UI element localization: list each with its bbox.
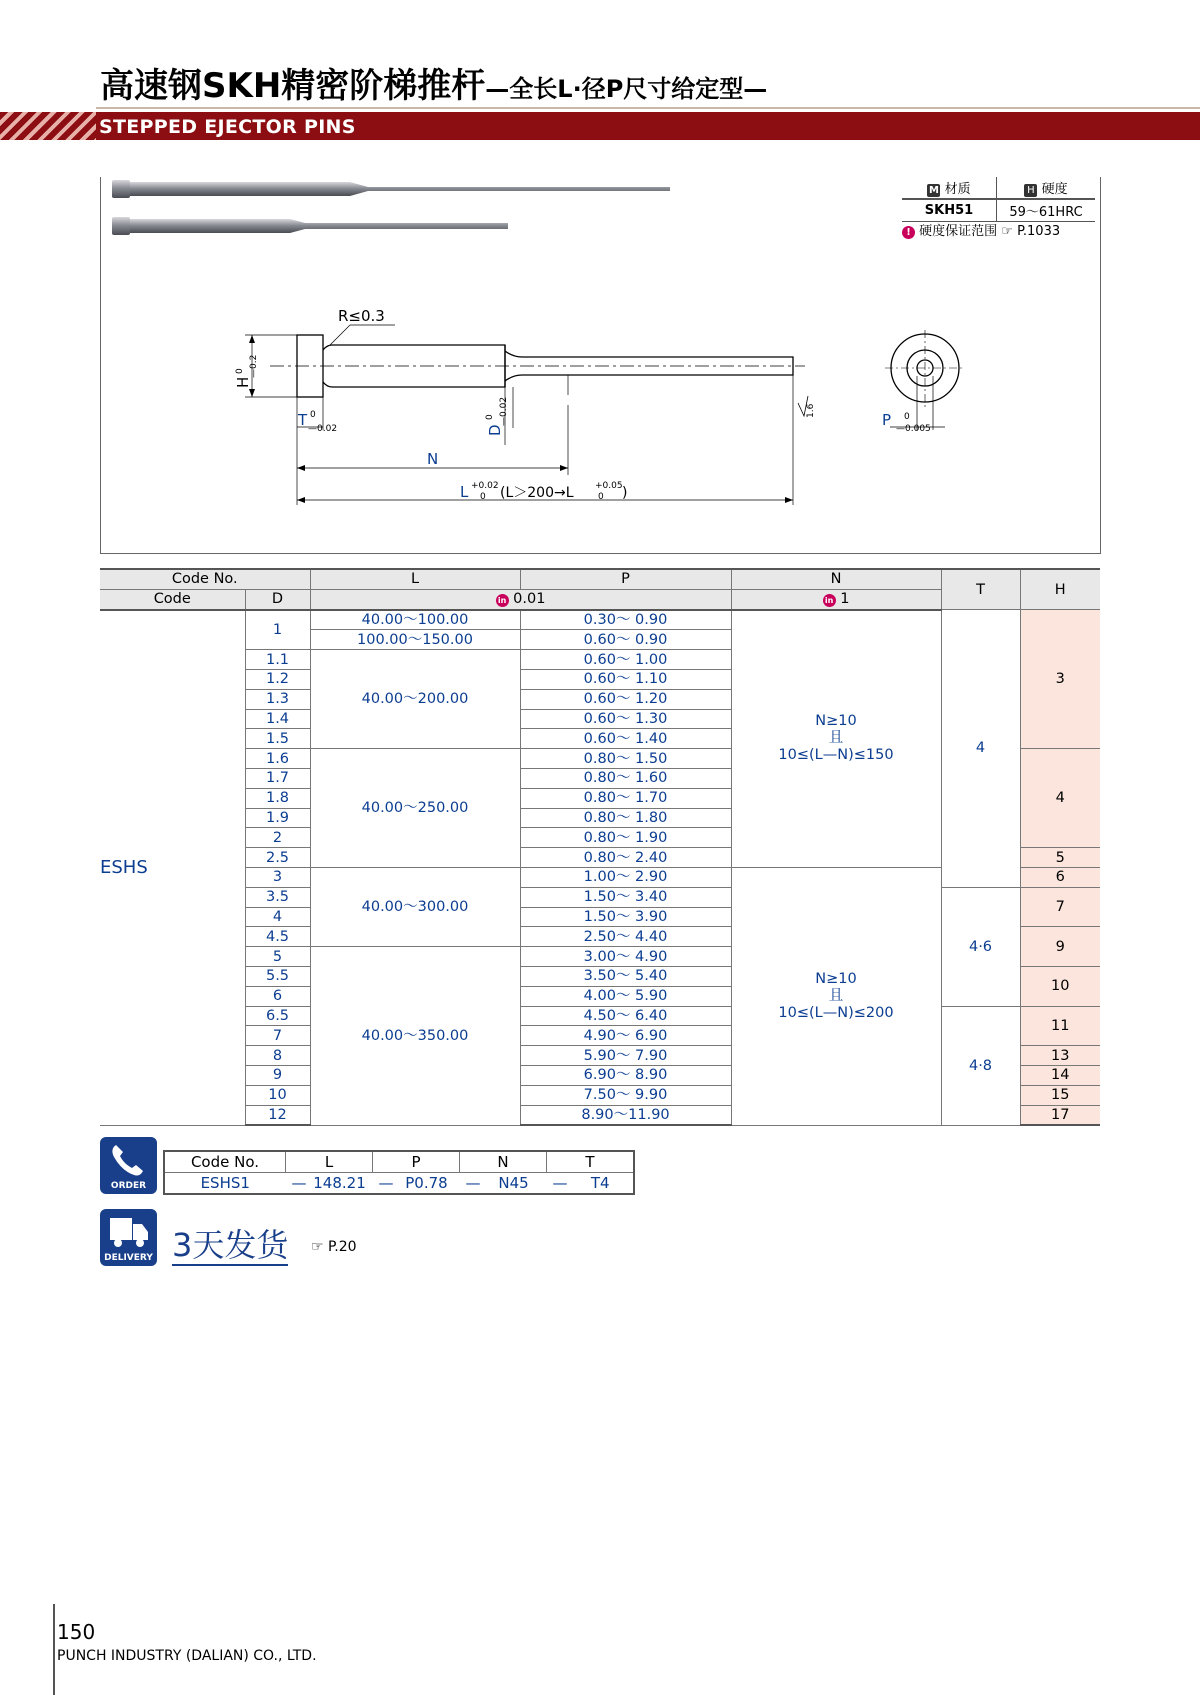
l-cell: 40.00～350.00 [310, 947, 520, 1126]
table-row [100, 887, 1100, 907]
p-cell: 1.50～ 3.90 [520, 907, 731, 927]
l-cell: 40.00～100.00 [310, 610, 520, 630]
dim-p: P [882, 411, 892, 429]
order-header-l: L [286, 1151, 373, 1173]
dim-d-tol-bottom: —0.02 [499, 396, 509, 426]
p-cell: 5.90～ 7.90 [520, 1046, 731, 1066]
dim-h-tol-bottom: —0.2 [249, 354, 259, 378]
header-h: H [1020, 569, 1100, 610]
h-cell: 4 [1020, 749, 1100, 848]
phone-icon [100, 1137, 157, 1181]
d-cell: 1.6 [245, 749, 310, 769]
p-cell: 1.00～ 2.90 [520, 867, 731, 887]
dim-l-tol2-bottom: 0 [598, 492, 604, 502]
delivery-icon [100, 1209, 157, 1266]
technical-drawing [230, 310, 990, 520]
l-cell: 40.00～200.00 [310, 650, 520, 749]
d-cell: 2.5 [245, 848, 310, 868]
d-cell: 1.5 [245, 729, 310, 749]
p-cell: 0.80～ 1.50 [520, 749, 731, 769]
p-cell: 4.00～ 5.90 [520, 986, 731, 1006]
truck-icon [100, 1209, 157, 1253]
t-cell: 4 [941, 610, 1020, 888]
hardness-label: 硬度 [1041, 182, 1068, 197]
h-cell: 9 [1020, 927, 1100, 967]
header-n: N [731, 569, 941, 589]
order-caption: ORDER [110, 1181, 147, 1191]
hand-pointer-icon: ☞ [311, 1239, 324, 1255]
hardness-icon: H [1024, 184, 1037, 197]
d-cell: 10 [245, 1085, 310, 1105]
dim-p-tol-bottom: —0.005 [896, 424, 931, 434]
header-code: Code [100, 589, 245, 609]
p-cell: 3.00～ 4.90 [520, 947, 731, 967]
hardness-note [902, 220, 1060, 239]
p-cell: 0.60～ 1.00 [520, 650, 731, 670]
d-cell: 1.3 [245, 689, 310, 709]
h-cell: 6 [1020, 867, 1100, 887]
header-p: P [520, 569, 731, 589]
code-cell: ESHS [100, 610, 245, 1126]
p-cell: 0.80～ 1.90 [520, 828, 731, 848]
p-cell: 0.60～ 1.20 [520, 689, 731, 709]
d-cell: 5 [245, 947, 310, 967]
header-t: T [941, 569, 1020, 610]
h-cell: 5 [1020, 848, 1100, 868]
dim-h-tol-top: 0 [235, 368, 245, 374]
d-cell: 7 [245, 1026, 310, 1046]
dim-l-tol2-top: +0.05 [595, 481, 623, 491]
header-d: D [245, 589, 310, 609]
order-value-t: — T4 [547, 1173, 635, 1195]
d-cell: 1.2 [245, 669, 310, 689]
order-header-p: P [373, 1151, 460, 1173]
d-cell: 1 [245, 610, 310, 650]
d-cell: 4.5 [245, 927, 310, 947]
page-title [100, 58, 767, 107]
d-cell: 8 [245, 1046, 310, 1066]
l-cell: 100.00～150.00 [310, 630, 520, 650]
header-band [0, 112, 1200, 140]
material-label: 材质 [944, 182, 971, 197]
p-cell: 0.80～ 1.60 [520, 768, 731, 788]
d-cell: 4 [245, 907, 310, 927]
p-cell: 0.60～ 1.30 [520, 709, 731, 729]
d-cell: 9 [245, 1065, 310, 1085]
dim-n: N [427, 450, 439, 468]
dim-t-tol-bottom: —0.02 [308, 424, 338, 434]
dim-l-tol-bottom: 0 [480, 492, 486, 502]
header-code-no: Code No. [100, 569, 310, 589]
end-view-drawing [880, 330, 1000, 440]
footer-line [53, 1604, 55, 1695]
header-line [96, 107, 1200, 109]
order-header-n: N [460, 1151, 547, 1173]
p-cell: 6.90～ 8.90 [520, 1065, 731, 1085]
d-cell: 2 [245, 828, 310, 848]
h-cell: 10 [1020, 966, 1100, 1006]
p-cell: 2.50～ 4.40 [520, 927, 731, 947]
d-cell: 5.5 [245, 966, 310, 986]
d-cell: 1.7 [245, 768, 310, 788]
order-value-n: — N45 [460, 1173, 547, 1195]
dim-p-tol-top: 0 [904, 412, 910, 422]
hardness-value: 59～61HRC [997, 199, 1096, 222]
p-cell: 1.50～ 3.40 [520, 887, 731, 907]
unit-icon: in [496, 594, 509, 607]
page-number: 150 [57, 1620, 96, 1644]
delivery-text: 3天发货 [172, 1226, 289, 1264]
p-cell: 0.30～ 0.90 [520, 610, 731, 630]
l-cell: 40.00～300.00 [310, 867, 520, 946]
material-icon: M [928, 185, 939, 196]
dim-d-tol-top: 0 [485, 414, 495, 420]
roughness-value: 1.6 [806, 403, 816, 418]
dim-t-tol-top: 0 [310, 410, 316, 420]
band-stripes [0, 112, 96, 140]
dim-l: L [460, 483, 469, 501]
p-cell: 4.50～ 6.40 [520, 1006, 731, 1026]
note-text: 硬度保证范围 [919, 224, 998, 239]
d-cell: 3.5 [245, 887, 310, 907]
d-cell: 1.4 [245, 709, 310, 729]
dim-l-cond: (L＞200→L [500, 485, 574, 501]
t-cell: 4·6 [941, 887, 1020, 1006]
p-cell: 0.60～ 0.90 [520, 630, 731, 650]
p-cell: 0.80～ 1.70 [520, 788, 731, 808]
order-icon [100, 1137, 157, 1194]
title-sub: —全长L·径P尺寸给定型— [485, 75, 768, 103]
company-name: PUNCH INDUSTRY (DALIAN) CO., LTD. [57, 1648, 317, 1664]
order-value-p: — P0.78 [373, 1173, 460, 1195]
order-example-table [163, 1150, 635, 1195]
warning-icon: ! [902, 226, 915, 239]
table-row [100, 610, 1100, 630]
table-row [100, 1006, 1100, 1026]
p-cell: 0.60～ 1.40 [520, 729, 731, 749]
dim-l-tol-top: +0.02 [471, 481, 499, 491]
h-cell: 17 [1020, 1105, 1100, 1125]
spec-table [100, 568, 1100, 1126]
d-cell: 1.8 [245, 788, 310, 808]
p-cell: 8.90～11.90 [520, 1105, 731, 1125]
p-cell: 0.80～ 1.80 [520, 808, 731, 828]
header-n-unit: in 1 [731, 589, 941, 609]
h-cell: 11 [1020, 1006, 1100, 1046]
title-main: 高速钢SKH精密阶梯推杆 [100, 66, 486, 106]
d-cell: 3 [245, 867, 310, 887]
d-cell: 1.9 [245, 808, 310, 828]
dim-h: H [234, 376, 252, 388]
p-cell: 4.90～ 6.90 [520, 1026, 731, 1046]
h-cell: 7 [1020, 887, 1100, 927]
note-ref: P.1033 [1017, 224, 1061, 239]
d-cell: 6.5 [245, 1006, 310, 1026]
d-cell: 6 [245, 986, 310, 1006]
unit-icon: in [823, 594, 836, 607]
p-cell: 0.60～ 1.10 [520, 669, 731, 689]
d-cell: 1.1 [245, 650, 310, 670]
product-photo [110, 178, 680, 238]
material-table [902, 177, 1095, 222]
p-cell: 7.50～ 9.90 [520, 1085, 731, 1105]
h-cell: 3 [1020, 610, 1100, 749]
n-cell: N≥10 且 10≤(L—N)≤150 [731, 610, 941, 868]
header-lp-unit: in 0.01 [310, 589, 731, 609]
order-header-t: T [547, 1151, 635, 1173]
delivery-caption: DELIVERY [104, 1253, 153, 1263]
n-cell: N≥10 且 10≤(L—N)≤200 [731, 867, 941, 1125]
dim-t: T [298, 411, 308, 429]
h-cell: 14 [1020, 1065, 1100, 1085]
d-cell: 12 [245, 1105, 310, 1125]
order-value-l: — 148.21 [286, 1173, 373, 1195]
dim-radius: R≤0.3 [338, 310, 385, 325]
order-value-code: ESHS1 [164, 1173, 286, 1195]
dim-d: D [486, 424, 504, 436]
l-cell: 40.00～250.00 [310, 749, 520, 868]
material-value: SKH51 [902, 199, 997, 222]
h-cell: 15 [1020, 1085, 1100, 1105]
t-cell: 4·8 [941, 1006, 1020, 1125]
delivery-ref: ☞ P.20 [311, 1239, 357, 1255]
h-cell: 13 [1020, 1046, 1100, 1066]
p-cell: 3.50～ 5.40 [520, 966, 731, 986]
order-header-code: Code No. [164, 1151, 286, 1173]
hand-pointer-icon: ☞ [1001, 224, 1013, 239]
band-label: STEPPED EJECTOR PINS [99, 116, 356, 138]
p-cell: 0.80～ 2.40 [520, 848, 731, 868]
header-l: L [310, 569, 520, 589]
dim-l-close: ) [622, 485, 628, 501]
